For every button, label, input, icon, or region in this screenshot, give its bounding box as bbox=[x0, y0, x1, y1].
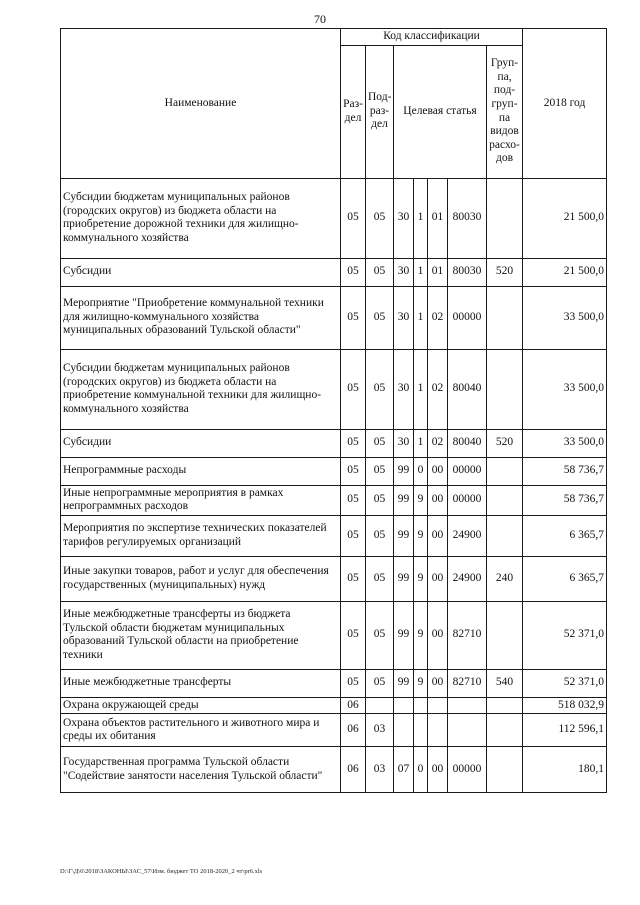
cell-t3: 00 bbox=[428, 515, 448, 556]
file-path: D:\Г\Д\6\2018\ЗАКОНЫ\ЗАС_57\Изм. бюджет ТО 2018-2020_2 чт\pr6.xls bbox=[60, 868, 263, 875]
cell-t4: 82710 bbox=[448, 601, 487, 669]
cell-amount: 52 371,0 bbox=[523, 669, 607, 697]
cell-name: Непрограммные расходы bbox=[61, 457, 341, 485]
cell-t1: 99 bbox=[394, 556, 414, 601]
cell-t2: 9 bbox=[414, 515, 428, 556]
cell-rz: 06 bbox=[341, 747, 366, 793]
table-row bbox=[61, 697, 607, 714]
cell-pr: 05 bbox=[366, 258, 394, 286]
header-group: Груп-па, под-груп-па видов расхо-дов bbox=[487, 45, 523, 178]
cell-name: Иные непрограммные мероприятия в рамках непрограммных расходов bbox=[61, 485, 341, 515]
cell-t1: 30 bbox=[394, 349, 414, 429]
cell-rz: 05 bbox=[341, 349, 366, 429]
cell-t4: 00000 bbox=[448, 286, 487, 349]
header-code: Код классификации bbox=[341, 29, 523, 46]
cell-t2 bbox=[414, 714, 428, 747]
page-number: 70 bbox=[314, 12, 326, 26]
cell-rz: 05 bbox=[341, 556, 366, 601]
table-row bbox=[61, 258, 607, 286]
cell-t4: 80040 bbox=[448, 429, 487, 457]
table-row bbox=[61, 515, 607, 556]
cell-vr: 520 bbox=[487, 429, 523, 457]
cell-t4: 80030 bbox=[448, 178, 487, 258]
cell-rz: 05 bbox=[341, 485, 366, 515]
cell-t1: 30 bbox=[394, 258, 414, 286]
cell-pr: 05 bbox=[366, 601, 394, 669]
cell-name: Мероприятие "Приобретение коммунальной техники для жилищно-коммунального хозяйства муниципальных образований Тульской области" bbox=[61, 286, 341, 349]
cell-pr: 05 bbox=[366, 286, 394, 349]
table-row bbox=[61, 485, 607, 515]
cell-vr bbox=[487, 601, 523, 669]
cell-t1: 99 bbox=[394, 457, 414, 485]
cell-t3: 00 bbox=[428, 457, 448, 485]
cell-amount: 112 596,1 bbox=[523, 714, 607, 747]
cell-amount: 21 500,0 bbox=[523, 258, 607, 286]
cell-t3: 01 bbox=[428, 178, 448, 258]
cell-name: Охрана объектов растительного и животного мира и среды их обитания bbox=[61, 714, 341, 747]
cell-rz: 06 bbox=[341, 697, 366, 714]
cell-t4: 00000 bbox=[448, 457, 487, 485]
cell-t3: 01 bbox=[428, 258, 448, 286]
cell-pr: 05 bbox=[366, 457, 394, 485]
cell-t3: 02 bbox=[428, 429, 448, 457]
cell-t3: 02 bbox=[428, 286, 448, 349]
cell-pr: 05 bbox=[366, 485, 394, 515]
cell-name: Иные межбюджетные трансферты bbox=[61, 669, 341, 697]
cell-t4: 82710 bbox=[448, 669, 487, 697]
table-row bbox=[61, 429, 607, 457]
cell-t2: 0 bbox=[414, 457, 428, 485]
header-podrazdel: Под-раз-дел bbox=[366, 45, 394, 178]
cell-t4: 80030 bbox=[448, 258, 487, 286]
cell-amount: 33 500,0 bbox=[523, 286, 607, 349]
cell-rz: 05 bbox=[341, 178, 366, 258]
header-name: Наименование bbox=[61, 29, 341, 179]
cell-t3: 00 bbox=[428, 556, 448, 601]
cell-pr: 03 bbox=[366, 747, 394, 793]
table-row bbox=[61, 747, 607, 793]
cell-t1 bbox=[394, 714, 414, 747]
cell-rz: 05 bbox=[341, 286, 366, 349]
cell-vr bbox=[487, 349, 523, 429]
cell-vr bbox=[487, 697, 523, 714]
cell-t2: 1 bbox=[414, 286, 428, 349]
cell-t1: 30 bbox=[394, 429, 414, 457]
header-target: Целевая статья bbox=[394, 45, 487, 178]
cell-name: Иные закупки товаров, работ и услуг для обеспечения государственных (муниципальных) нужд bbox=[61, 556, 341, 601]
cell-name: Субсидии бюджетам муниципальных районов (городских округов) из бюджета области на приобретение дорожной техники для жилищно-коммунального хозяйства bbox=[61, 178, 341, 258]
budget-table bbox=[60, 28, 607, 793]
cell-name: Иные межбюджетные трансферты из бюджета Тульской области бюджетам муниципальных образований Тульской области на приобретение техники bbox=[61, 601, 341, 669]
header-razdel: Раз-дел bbox=[341, 45, 366, 178]
cell-rz: 05 bbox=[341, 258, 366, 286]
cell-vr bbox=[487, 485, 523, 515]
cell-vr bbox=[487, 714, 523, 747]
header-row bbox=[61, 29, 607, 46]
cell-t4: 80040 bbox=[448, 349, 487, 429]
cell-pr: 05 bbox=[366, 178, 394, 258]
cell-t3: 02 bbox=[428, 349, 448, 429]
header-year: 2018 год bbox=[523, 29, 607, 179]
cell-vr bbox=[487, 286, 523, 349]
cell-pr bbox=[366, 697, 394, 714]
table-row bbox=[61, 286, 607, 349]
cell-t4: 24900 bbox=[448, 556, 487, 601]
cell-t1: 99 bbox=[394, 485, 414, 515]
cell-t1: 99 bbox=[394, 601, 414, 669]
cell-pr: 05 bbox=[366, 349, 394, 429]
table-row bbox=[61, 556, 607, 601]
cell-vr: 520 bbox=[487, 258, 523, 286]
cell-pr: 03 bbox=[366, 714, 394, 747]
cell-t3: 00 bbox=[428, 747, 448, 793]
cell-t2: 0 bbox=[414, 747, 428, 793]
cell-t2: 1 bbox=[414, 349, 428, 429]
cell-t4 bbox=[448, 697, 487, 714]
cell-t4: 24900 bbox=[448, 515, 487, 556]
cell-t1: 99 bbox=[394, 515, 414, 556]
cell-pr: 05 bbox=[366, 429, 394, 457]
cell-vr bbox=[487, 515, 523, 556]
table-row bbox=[61, 349, 607, 429]
cell-amount: 180,1 bbox=[523, 747, 607, 793]
cell-name: Государственная программа Тульской области "Содействие занятости населения Тульской области" bbox=[61, 747, 341, 793]
cell-pr: 05 bbox=[366, 556, 394, 601]
cell-t3: 00 bbox=[428, 669, 448, 697]
cell-amount: 6 365,7 bbox=[523, 556, 607, 601]
cell-t2: 1 bbox=[414, 429, 428, 457]
cell-amount: 58 736,7 bbox=[523, 485, 607, 515]
cell-vr: 540 bbox=[487, 669, 523, 697]
cell-rz: 06 bbox=[341, 714, 366, 747]
cell-amount: 33 500,0 bbox=[523, 349, 607, 429]
cell-t3: 00 bbox=[428, 601, 448, 669]
cell-rz: 05 bbox=[341, 457, 366, 485]
cell-vr bbox=[487, 178, 523, 258]
cell-t2: 1 bbox=[414, 178, 428, 258]
cell-t1: 07 bbox=[394, 747, 414, 793]
cell-amount: 52 371,0 bbox=[523, 601, 607, 669]
cell-t2 bbox=[414, 697, 428, 714]
cell-t2: 9 bbox=[414, 669, 428, 697]
cell-t3: 00 bbox=[428, 485, 448, 515]
cell-amount: 518 032,9 bbox=[523, 697, 607, 714]
cell-rz: 05 bbox=[341, 515, 366, 556]
cell-amount: 33 500,0 bbox=[523, 429, 607, 457]
table-row bbox=[61, 457, 607, 485]
cell-vr: 240 bbox=[487, 556, 523, 601]
cell-t2: 9 bbox=[414, 485, 428, 515]
cell-rz: 05 bbox=[341, 601, 366, 669]
cell-t2: 1 bbox=[414, 258, 428, 286]
cell-t2: 9 bbox=[414, 556, 428, 601]
cell-t4: 00000 bbox=[448, 485, 487, 515]
cell-t1: 30 bbox=[394, 286, 414, 349]
table-row bbox=[61, 669, 607, 697]
cell-amount: 58 736,7 bbox=[523, 457, 607, 485]
cell-amount: 6 365,7 bbox=[523, 515, 607, 556]
cell-vr bbox=[487, 747, 523, 793]
cell-t4 bbox=[448, 714, 487, 747]
cell-name: Субсидии бюджетам муниципальных районов (городских округов) из бюджета области на приобретение коммунальной техники для жилищно-коммунального хозяйства bbox=[61, 349, 341, 429]
cell-name: Мероприятия по экспертизе технических показателей тарифов регулируемых организаций bbox=[61, 515, 341, 556]
cell-t1: 99 bbox=[394, 669, 414, 697]
cell-t1 bbox=[394, 697, 414, 714]
cell-name: Охрана окружающей среды bbox=[61, 697, 341, 714]
cell-vr bbox=[487, 457, 523, 485]
cell-rz: 05 bbox=[341, 429, 366, 457]
cell-pr: 05 bbox=[366, 515, 394, 556]
cell-t1: 30 bbox=[394, 178, 414, 258]
cell-amount: 21 500,0 bbox=[523, 178, 607, 258]
table-row bbox=[61, 601, 607, 669]
cell-t2: 9 bbox=[414, 601, 428, 669]
table-row bbox=[61, 178, 607, 258]
cell-t3 bbox=[428, 697, 448, 714]
cell-t3 bbox=[428, 714, 448, 747]
cell-pr: 05 bbox=[366, 669, 394, 697]
table-row bbox=[61, 714, 607, 747]
cell-rz: 05 bbox=[341, 669, 366, 697]
cell-t4: 00000 bbox=[448, 747, 487, 793]
cell-name: Субсидии bbox=[61, 429, 341, 457]
cell-name: Субсидии bbox=[61, 258, 341, 286]
